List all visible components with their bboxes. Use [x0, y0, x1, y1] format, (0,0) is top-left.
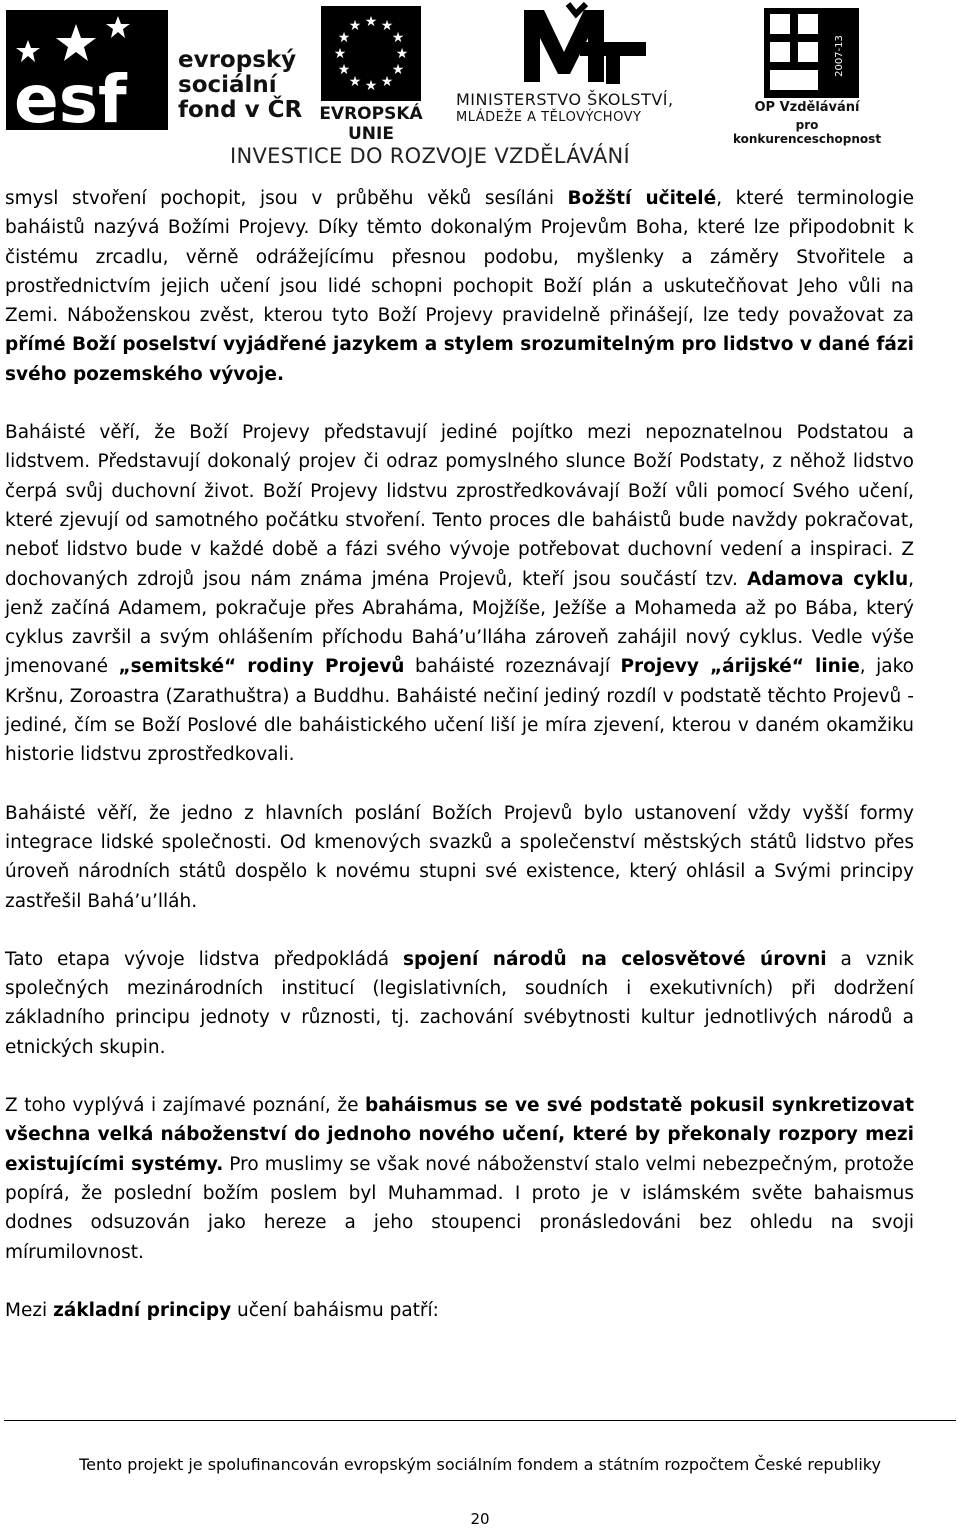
text-run: Tato etapa vývoje lidstva předpokládá: [5, 948, 403, 970]
text-run: , jenž začíná Adamem, pokračuje přes Abraháma, Mojžíše, Ježíše a Mohameda až po Bába, který cyklus završil a svým ohlášením příchodu Bahá’u’lláha zároveň zahájil nový cyklus. Vedle výše jmenované: [5, 568, 914, 678]
bold-run: Adamova cyklu: [747, 568, 909, 590]
text-run: smysl stvoření pochopit, jsou v průběhu věků sesíláni: [5, 188, 568, 209]
text-run: baháisté rozeznávají: [404, 656, 621, 678]
svg-text:★: ★: [333, 46, 347, 62]
svg-text:★: ★: [337, 62, 351, 78]
bold-run: základní principy: [53, 1299, 232, 1321]
bold-run: spojení národů na celosvětové úrovni: [402, 948, 827, 970]
op-years: 2007-13: [834, 35, 845, 77]
text-run: Pro muslimy se však nové náboženství stalo velmi nebezpečným, protože popírá, že poslední božím poslem byl Muhammad. I proto je v islámském světe bahaismus dodnes odsuzován jako hereze a jeho stoupenci pronásledováni bez ohledu na svoji mírumilovnost.: [5, 1153, 914, 1263]
svg-text:★: ★: [348, 18, 362, 34]
svg-text:★: ★: [395, 46, 409, 62]
paragraph-4: [5, 945, 914, 1062]
text-run: a vznik společných mezinárodních institucí (legislativních, soudních i exekutivních) při dodržení základního principu jednoty v různosti, tj. zachování svébytnosti kultur jednotlivých národů a etnických skupin.: [5, 948, 914, 1058]
op-line-1: OP Vzdělávání: [754, 100, 860, 115]
text-run: , které terminologie baháistů nazývá Božími Projevy. Díky těmto dokonalým Projevům Boha, které lze připodobnit k čistému zrcadlu, věrně odrážejícímu přesnou podobu, myšlenky a záměry Stvořitele a prostřednictvím jejich učení jsou lidé schopni pochopit Boží plán a uskutečňovat Jeho vůli na Zemi. Náboženskou zvěst, kterou tyto Boží Projevy pravidelně přinášejí, lze tedy považovat za: [5, 188, 914, 327]
document-body: [5, 184, 914, 1354]
bold-run: přímé Boží poselství vyjádřené jazykem a stylem srozumitelným pro lidstvo v dané fázi svého pozemského vývoje.: [5, 334, 914, 385]
bold-run: Božští učitelé: [567, 188, 717, 209]
text-run: Z toho vyplývá i zajímavé poznání, že: [5, 1095, 366, 1117]
svg-text:★: ★: [348, 74, 362, 90]
svg-text:★: ★: [380, 18, 394, 34]
svg-text:★: ★: [364, 78, 378, 94]
esf-line-3: fond v ČR: [178, 97, 303, 123]
bold-run: baháismus se ve své podstatě pokusil synkretizovat všechna velká náboženství do jednoho nového učení, které by překonaly rozpory mezi existujícími systémy.: [5, 1095, 914, 1175]
page-number: 20: [470, 1510, 490, 1528]
text-run: , jako Kršnu, Zoroastra (Zarathuštra) a Buddhu. Baháisté nečiní jediný rozdíl v podstatě těchto Projevů - jediné, čím se Boží Poslové dle baháistického učení liší je míra zjevení, kterou v daném okamžiku historie lidstvu zprostředkovali.: [5, 656, 914, 766]
paragraph-1: [5, 184, 914, 389]
esf-line-1: evropský: [178, 47, 297, 73]
eu-flag-icon: [321, 6, 421, 101]
text-run: Mezi: [5, 1299, 54, 1321]
funding-note: Tento projekt je spolufinancován evropským sociálním fondem a státním rozpočtem České republiky: [79, 1455, 881, 1474]
text-run: učení baháismu patří:: [231, 1299, 439, 1321]
investment-slogan: INVESTICE DO ROZVOJE VZDĚLÁVÁNÍ: [230, 144, 631, 168]
svg-text:★: ★: [391, 30, 405, 46]
bold-run: „semitské“ rodiny Projevů: [118, 656, 405, 678]
op-logo: [722, 8, 892, 146]
text-run: Baháisté věří, že Boží Projevy představují jediné pojítko mezi nepoznatelnou Podstatou a lidstvem. Představují dokonalý projev či odraz pomyslného slunce Boží Podstaty, z něhož lidstvo čerpá svůj duchovní život. Boží Projevy lidstvu zprostředkovávají Boží vůli pomocí Svého učení, které zjevují od samotného počátku stvoření. Tento proces dle baháistů bude navždy pokračovat, neboť lidstvo bude v každé době a fázi svého vývoje potřebovat duchovní vedení a inspiraci. Z dochovaných zdrojů jsou nám známa jména Projevů, kteří jsou součástí tzv.: [5, 422, 914, 590]
msmt-emblem-icon: [520, 2, 650, 87]
text-run: Baháisté věří, že jedno z hlavních poslání Božích Projevů bylo ustanovení vždy vyšší formy integrace lidské společnosti. Od kmenových svazků a společenství městských států lidstvo přes úroveň národních států dospělo k novému stupni své existence, který ohlásil a Svými principy zastřešil Bahá’u’lláh.: [5, 802, 914, 912]
bold-run: Projevy „árijské“ linie: [620, 656, 860, 678]
svg-text:esf: esf: [14, 61, 127, 130]
paragraph-5: [5, 1091, 914, 1267]
logo-header: [0, 0, 960, 178]
msmt-line-1: MINISTERSTVO ŠKOLSTVÍ,: [456, 90, 674, 109]
svg-text:★: ★: [337, 30, 351, 46]
paragraph-3: [5, 799, 914, 916]
footer-divider: [4, 1420, 956, 1421]
op-line-2: pro konkurenceschopnost: [732, 118, 882, 146]
esf-line-2: sociální: [178, 72, 277, 98]
msmt-logo: [456, 2, 716, 137]
msmt-line-2: MLÁDEŽE A TĚLOVÝCHOVY: [456, 110, 642, 125]
op-emblem-icon: [764, 8, 859, 98]
paragraph-6: [5, 1296, 914, 1325]
esf-logo-text: [178, 48, 302, 123]
eu-label: EVROPSKÁ UNIE: [319, 104, 423, 144]
svg-text:★: ★: [391, 62, 405, 78]
paragraph-2: [5, 418, 914, 770]
svg-text:★: ★: [380, 74, 394, 90]
svg-text:★: ★: [364, 14, 378, 30]
esf-logo-icon: [6, 10, 168, 130]
eu-logo: [296, 6, 446, 144]
